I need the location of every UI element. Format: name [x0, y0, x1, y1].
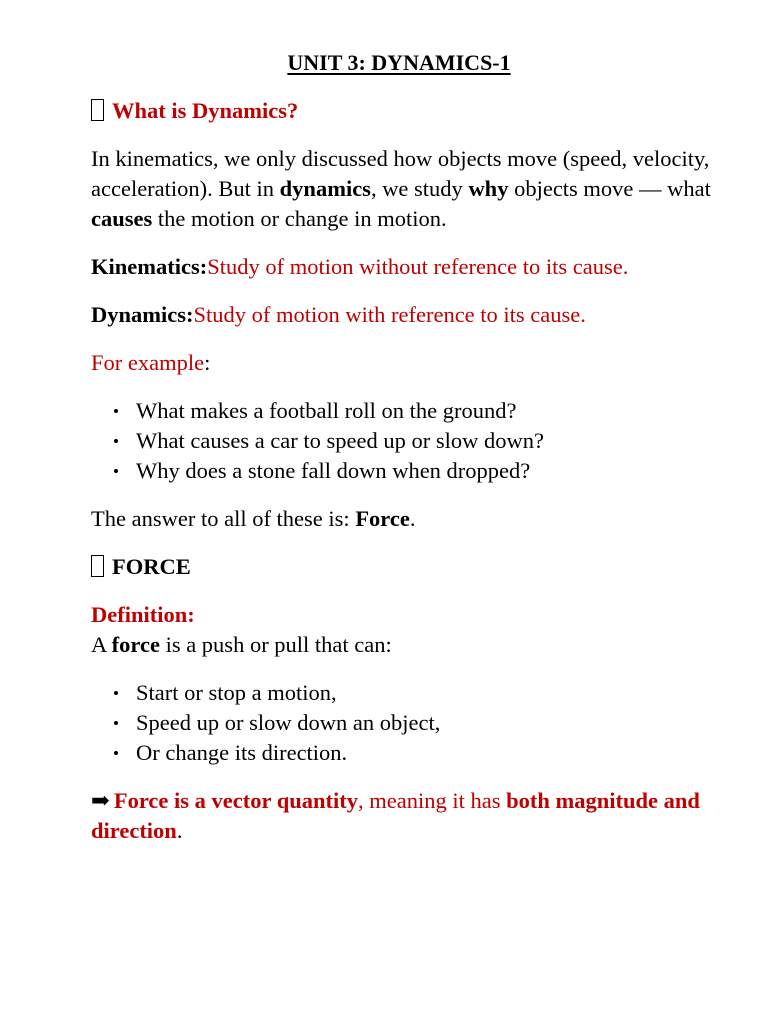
kinematics-label: Kinematics: [91, 254, 208, 279]
force-definition [91, 600, 711, 660]
example-intro: For example: [91, 350, 211, 375]
bullet-icon [114, 469, 118, 473]
missing-glyph-box-icon [91, 99, 104, 121]
definition-label: Definition: [91, 602, 195, 627]
section-heading-force [91, 552, 711, 582]
dynamics-text: Study of motion with reference to its cause. [193, 302, 586, 327]
section-heading-text: FORCE [112, 554, 191, 579]
list-item: Start or stop a motion, [91, 678, 711, 708]
right-arrow-icon: ➡ [91, 788, 110, 813]
bullet-icon [114, 439, 118, 443]
bullet-icon [114, 409, 118, 413]
intro-paragraph: In kinematics, we only discussed how objects move (speed, velocity, acceleration). But in dynamics, we study why objects move — what causes the motion or change in motion. [91, 146, 711, 231]
section-heading-dynamics [91, 96, 711, 126]
list-item: Speed up or slow down an object, [91, 708, 711, 738]
bullet-icon [114, 751, 118, 755]
list-item: Why does a stone fall down when dropped? [91, 456, 711, 486]
vector-statement: ➡ Force is a vector quantity, meaning it has both magnitude and direction. [91, 788, 700, 843]
dynamics-label: Dynamics: [91, 302, 194, 327]
bullet-icon [114, 721, 118, 725]
effects-list [91, 678, 711, 768]
page-title: UNIT 3: DYNAMICS-1 [287, 50, 511, 75]
answer-paragraph: The answer to all of these is: Force. [91, 506, 416, 531]
kinematics-definition [91, 252, 711, 282]
definition-text: A force is a push or pull that can: [91, 632, 392, 657]
list-item: Or change its direction. [91, 738, 711, 768]
list-item: What makes a football roll on the ground? [91, 396, 711, 426]
kinematics-text: Study of motion without reference to its cause. [207, 254, 629, 279]
missing-glyph-box-icon [91, 555, 104, 577]
bullet-icon [114, 691, 118, 695]
document-page [91, 48, 711, 864]
list-item: What causes a car to speed up or slow down? [91, 426, 711, 456]
section-heading-text: What is Dynamics? [112, 98, 299, 123]
dynamics-definition [91, 300, 711, 330]
examples-list [91, 396, 711, 486]
